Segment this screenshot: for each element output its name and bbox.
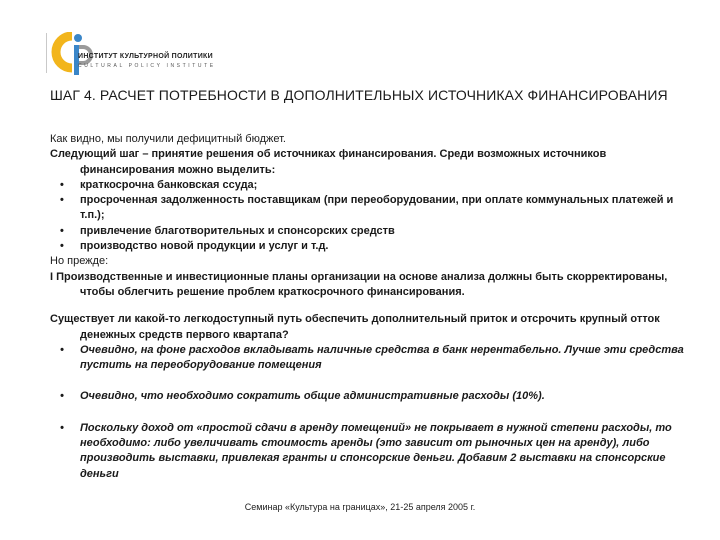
bullet-icon: • [60,421,64,434]
intro-line-2: Следующий шаг – принятие решения об источниках финансирования. Среди возможных источников финансирования можно выделить: [50,148,607,176]
before-all-label: Но прежде: [50,255,109,268]
logo-c-shape [56,36,72,68]
logo-dot [74,34,82,42]
list-item: • просроченная задолженность поставщикам (при переоборудовании, при оплате коммунальных платежей и т.п.); [60,194,674,222]
bullet-icon: • [60,224,64,237]
slide-body [50,132,690,482]
list-item: • привлечение благотворительных и спонсорских средств [50,224,690,239]
logo-name: ИНСТИТУТ КУЛЬТУРНОЙ ПОЛИТИКИ [78,53,213,60]
bullet-icon: • [60,194,64,207]
bullet-icon: • [60,178,64,191]
footer-caption: Семинар «Культура на границах», 21-25 апреля 2005 г. [244,502,476,512]
list-item: • производство новой продукции и услуг и т.д. [50,239,690,254]
list-item: • Очевидно, что необходимо сократить общие административные расходы (10%). [50,389,690,404]
bullet-icon: • [60,343,64,356]
bullet-icon: • [60,390,64,403]
intro-line-1: Как видно, мы получили дефицитный бюджет. [50,133,286,145]
logo-subtitle: CULTURAL POLICY INSTITUTE [78,63,216,69]
list-item: • Очевидно, на фоне расходов вкладывать наличные средства в банк нерентабельно. Лучше эти средства пустить на переоборудование помещения [60,343,684,372]
answers-list [50,343,690,482]
list-item: • краткосрочна банковская ссуда; [50,178,690,193]
sources-list [50,178,690,254]
question-text: Существует ли какой-то легкодоступный путь обеспечить дополнительный приток и отсрочить крупный отток денежных средств первого квартапа? [50,313,660,341]
bullet-icon: • [60,240,64,253]
plans-text: I Производственные и инвестиционные планы организации на основе анализа должны быть скорректированы, чтобы облегчить решение проблем краткосрочного финансирования. [50,270,668,298]
slide-title: ШАГ 4. РАСЧЕТ ПОТРЕБНОСТИ В ДОПОЛНИТЕЛЬНЫХ ИСТОЧНИКАХ ФИНАНСИРОВАНИЯ [50,87,668,103]
list-item: • Поскольку доход от «простой сдачи в аренду помещений» не покрывает в нужной степени расходы, то необходимо: либо увеличивать стоимость аренды (это зависит от рыночных цен на аренду), либо производить выставки, привлекая гранты и спонсорские деньги. Добавим 2 выставки на спонсорские деньги [60,421,672,480]
logo-p-stem [74,45,79,75]
